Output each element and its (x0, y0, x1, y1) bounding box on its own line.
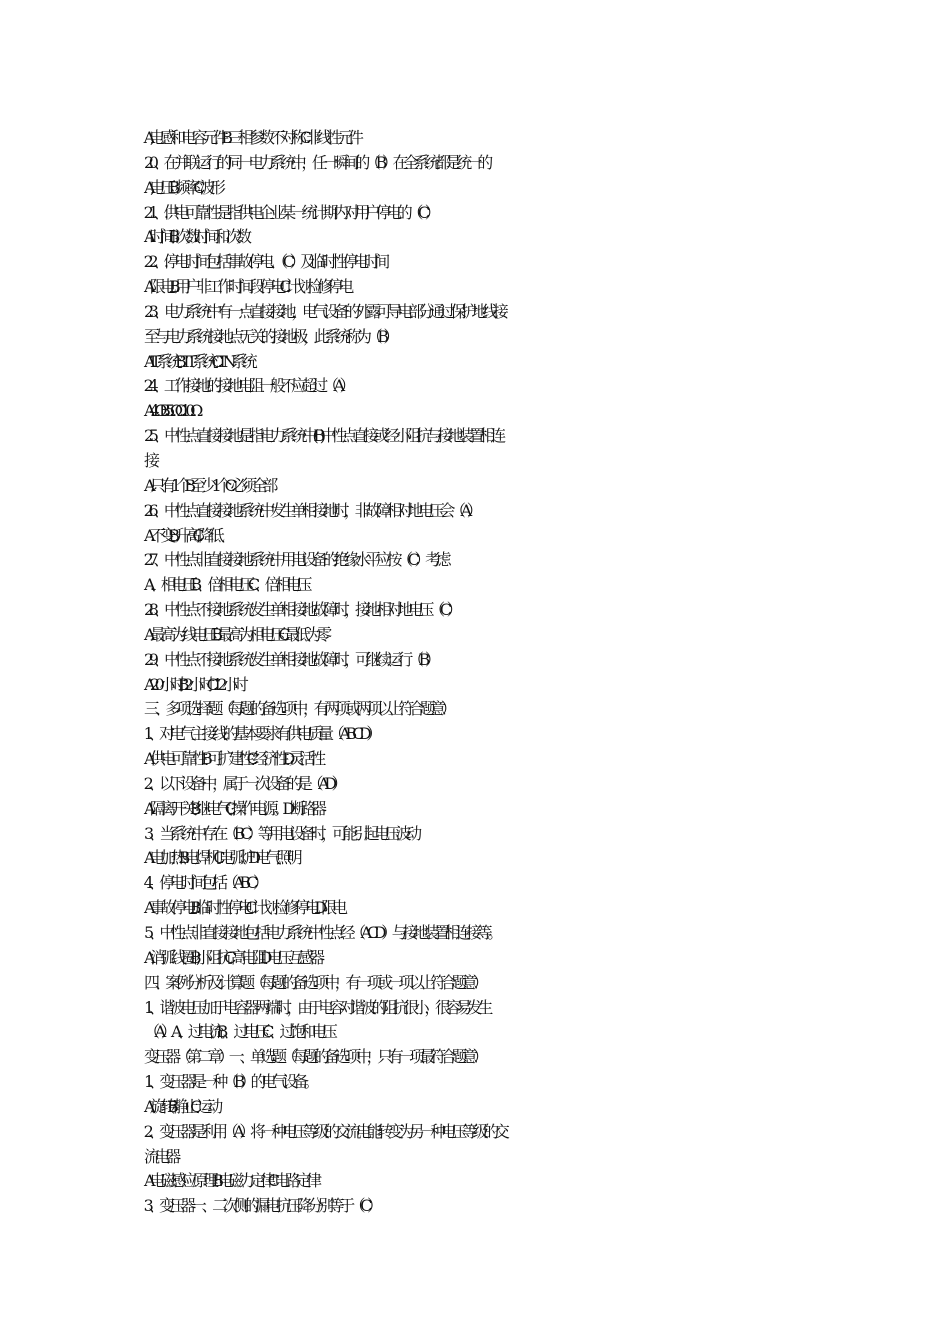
text-line: 1、谐波电压加于电容器两端时，由于电容对谐波的阻抗很小，很容易发生 (144, 997, 488, 1017)
text-line: 3、当系统中存在（BC）等用电设备时，可能引起电压波动 (144, 823, 417, 843)
text-line: A. 时间 B.次数 .时间和次数 (144, 227, 247, 247)
text-line: A 旋转 B 静止 C 运动 (144, 1096, 218, 1116)
text-line: 20、 在并联运行的同一电力系统中，任一瞬间的（B）在全系统都是统一的 (144, 152, 488, 172)
text-line: A.只有1个 B.至少1个 C.必须全部 (144, 475, 274, 495)
text-line: 28、中性点不接地系统发生单相接地故障时，接地相对地电压（C） (144, 600, 458, 620)
text-line: 5、中性点非直接接地包括电力系统中性点经（ACD）与接地装置相连接等。 (144, 923, 498, 942)
text-line: A 供电可靠性 B 可扩建性 C.经济性 D.灵活性 (144, 749, 321, 769)
text-line: 21、.供电可靠性是指供电企业某一统计期内对用户停电的（C） (144, 202, 436, 222)
text-line: 29、中性点不接地系统发生单相接地故障时，可继续运行（B） (144, 649, 436, 669)
text-line: A. 4Ω B.5Ω C.10Ω (144, 401, 198, 421)
text-line: A 电磁感应原理 B. 电磁力定律 C 电路定律 (144, 1171, 317, 1191)
text-line: 2、变压器是利用（A）将一种电压等级的交流电能转变为另一种电压等级的交 (144, 1121, 505, 1141)
text-line: 24、工作接地的接地电阻一般不应超过（A） (144, 376, 351, 396)
text-line: A.隔离开关 B. 继电气 C .操作电源。 D断路器 (144, 798, 322, 818)
text-line: A 事故停电 B. 临时性停电 C 计划检修停电 D 限电 (144, 898, 343, 918)
text-line: 1、对电气主接线的基本要求有供电质量（ABCD） (144, 724, 377, 744)
text-line: A. 电加热 B. 电焊机 C. 电弧炉 D .电气照明 (144, 848, 298, 868)
text-line: 25、中性点直接接地是指电力系统中(B)中性点直接或经小阻抗与接地装置相连 (144, 426, 501, 446)
section-heading: 变压器（第二章）一、单选题（每题的备选项中，只有一项最符合题意） (144, 1047, 484, 1067)
text-line: （A） A、过电流 B、过电压 C、过饱和电压 (144, 1022, 333, 1042)
text-line: 27、中性点非直接接地系统中用电设备的绝缘水平应按（C）考虑 (144, 550, 447, 570)
section-heading: 三、多项选择题（每题的备选项中，有两项或两项以上符合题意） (144, 699, 452, 719)
text-line: 3、变压器一、二次侧的漏电抗压降分别等于 （C） (144, 1196, 378, 1216)
text-line: A 20小时 B. 2小时 C.12小时 (144, 674, 244, 694)
text-line: A 消弧线圈 B, 小阻抗 C 高电阻 D 电压互感器 (144, 947, 320, 967)
text-line: A、相电压 B、倍相电压 C 、 倍相电压 (144, 575, 308, 595)
document-body (144, 126, 824, 1219)
text-line: 22、.停电时间包括事故停电、（C）及临时性停电时间 (144, 252, 385, 272)
text-line: 2、以下设备中，属于一次设备的是（AD） (144, 773, 343, 793)
text-line: A, 电压 B.频率 C.波形 (144, 177, 221, 197)
text-line: A.不变 B.升高 C.降低 (144, 525, 220, 545)
text-line: 23、电力系统中有一点直接接地，电气设备的外露可导电部分通过保护地线接 (144, 301, 504, 321)
text-line: 1、变压器是一种（B）的电气设备。 (144, 1072, 315, 1092)
text-line: A, 电感和电容元件 B.三相参数不对称 C.非线性元件 (144, 128, 359, 147)
text-line: 26、中性点直接接地系统中发生单相接地时，非故障相对地电压会（A） (144, 500, 478, 520)
section-heading: 四、案例分析及计算题（每题的备选项中，有一项或一项以上符合题意） (144, 972, 484, 992)
text-line: A.限电 B.用户非工作时间段停电 C.计划检修停电 (144, 277, 349, 297)
text-line: 4、停电时间包括（ABC） (144, 873, 264, 893)
text-line: A.最高为线电压 B.最高为相电压 C.最低为零 (144, 624, 327, 644)
text-line: 接 (144, 450, 155, 470)
text-line: A IT系统 B.TT系统 C.TN系统 (144, 351, 253, 371)
text-line: 至与电力系统接地点无关的接地极，此系统称为（B） (144, 326, 395, 346)
text-line: 流电器 (144, 1146, 176, 1166)
